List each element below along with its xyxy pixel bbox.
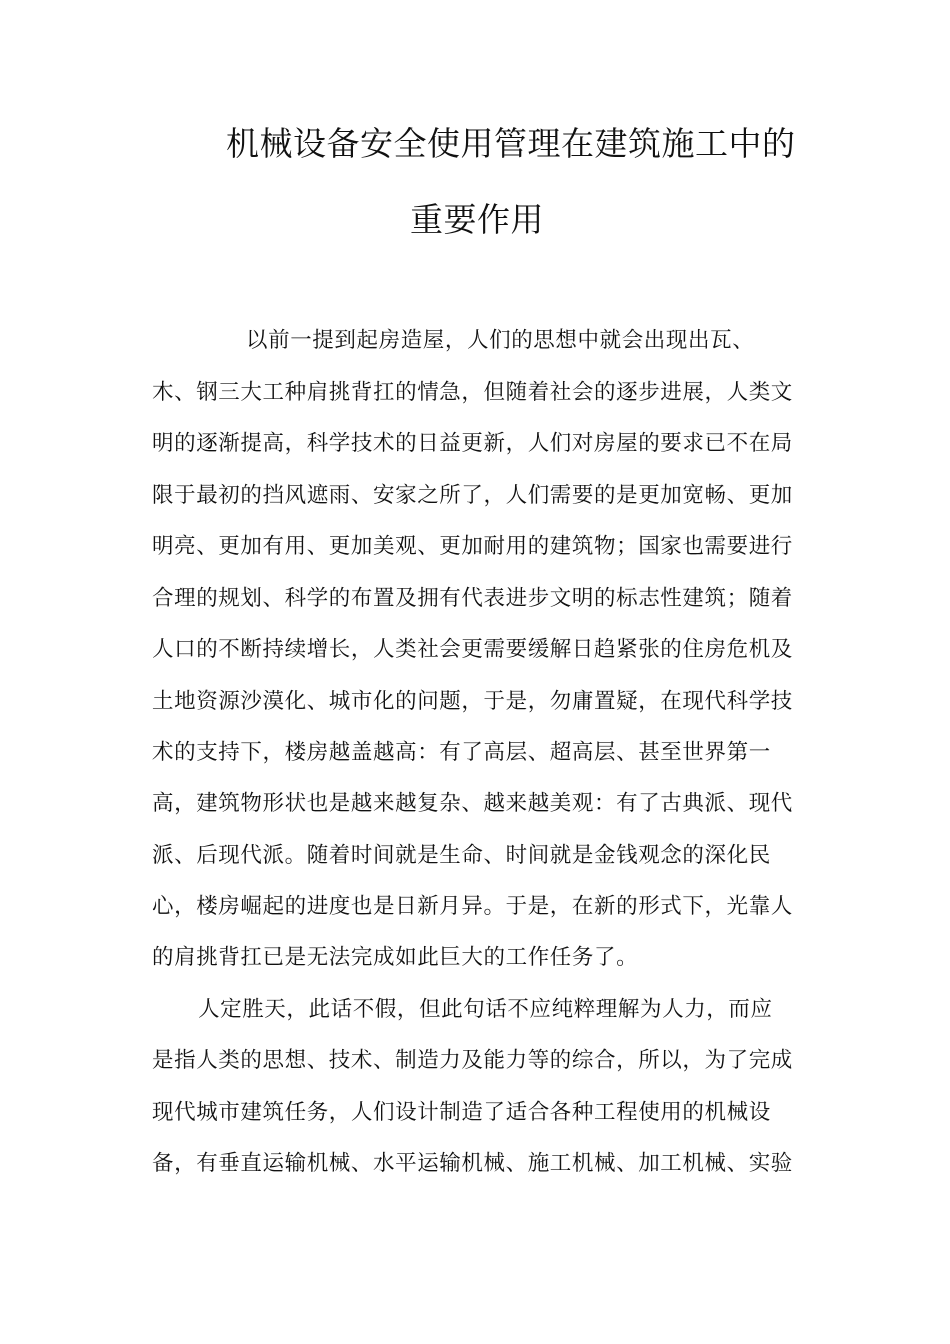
- paragraph-1-line: 术的支持下，楼房越盖越高：有了高层、超高层、甚至世界第一: [152, 740, 771, 765]
- paragraph-1-line: 限于最初的挡风遮雨、安家之所了，人们需要的是更加宽畅、更加: [152, 483, 793, 508]
- paragraph-1-line: 土地资源沙漠化、城市化的问题，于是，勿庸置疑，在现代科学技: [152, 689, 793, 714]
- paragraph-1-line: 的肩挑背扛已是无法完成如此巨大的工作任务了。: [152, 945, 639, 970]
- paragraph-1-line: 派、后现代派。随着时间就是生命、时间就是金钱观念的深化民: [152, 843, 771, 868]
- document-title-line-2: 重要作用: [410, 200, 544, 239]
- paragraph-1-line: 合理的规划、科学的布置及拥有代表进步文明的标志性建筑；随着: [152, 586, 793, 611]
- paragraph-1-line: 以前一提到起房造屋，人们的思想中就会出现出瓦、: [246, 328, 755, 353]
- paragraph-1-line: 高，建筑物形状也是越来越复杂、越来越美观：有了古典派、现代: [152, 791, 793, 816]
- paragraph-1-line: 心，楼房崛起的进度也是日新月异。于是，在新的形式下，光靠人: [152, 894, 793, 919]
- paragraph-1-line: 木、钢三大工种肩挑背扛的情急，但随着社会的逐步进展，人类文: [152, 380, 793, 405]
- paragraph-2-line: 备，有垂直运输机械、水平运输机械、施工机械、加工机械、实验: [152, 1151, 793, 1176]
- paragraph-2-line: 现代城市建筑任务，人们设计制造了适合各种工程使用的机械设: [152, 1100, 771, 1125]
- paragraph-2-line: 是指人类的思想、技术、制造力及能力等的综合，所以，为了完成: [152, 1048, 793, 1073]
- paragraph-2-line: 人定胜天，此话不假，但此句话不应纯粹理解为人力，而应: [198, 997, 773, 1022]
- paragraph-1-line: 明的逐渐提高，科学技术的日益更新，人们对房屋的要求已不在局: [152, 431, 793, 456]
- paragraph-1-line: 明亮、更加有用、更加美观、更加耐用的建筑物；国家也需要进行: [152, 534, 793, 559]
- document-title-line-1: 机械设备安全使用管理在建筑施工中的: [226, 124, 796, 163]
- paragraph-1-line: 人口的不断持续增长，人类社会更需要缓解日趋紧张的住房危机及: [152, 637, 793, 662]
